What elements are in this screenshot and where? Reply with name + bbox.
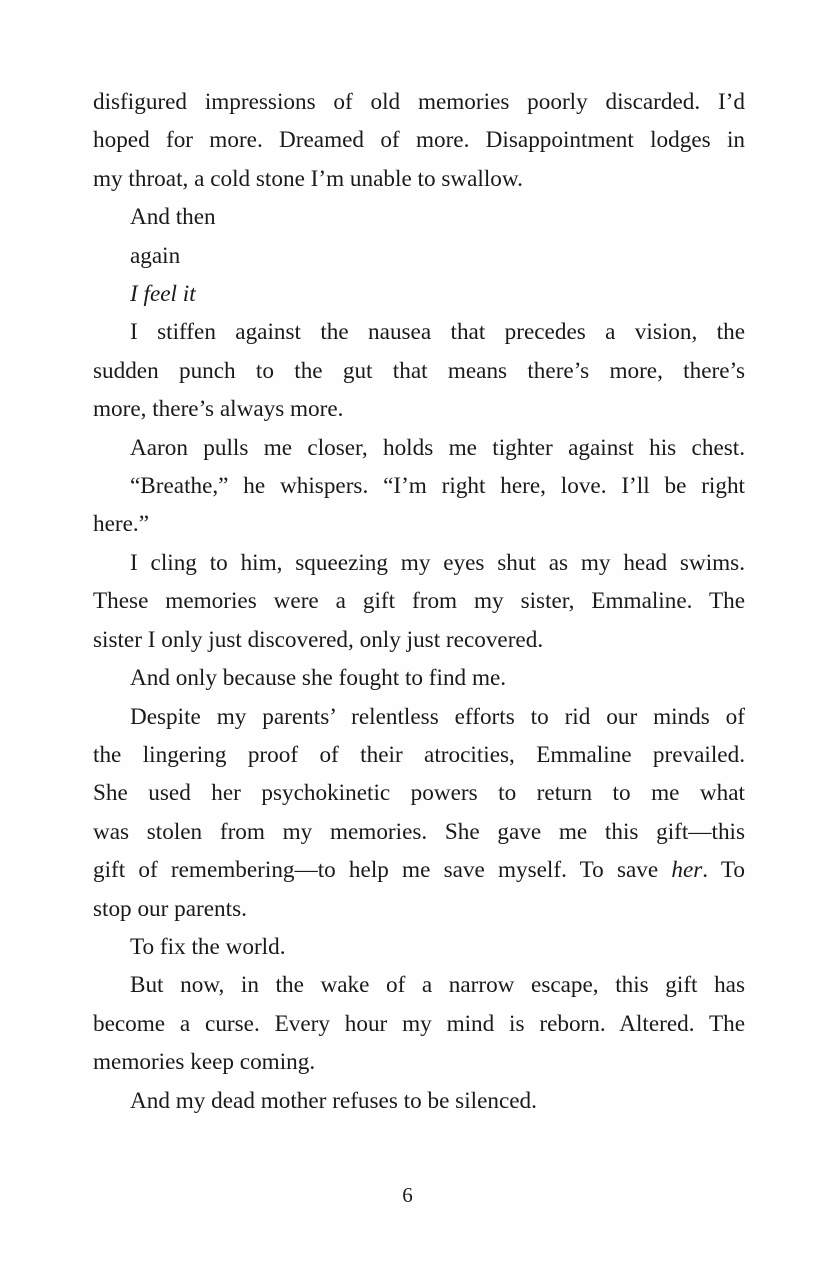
text-line: memories keep coming. <box>93 1049 316 1076</box>
text-line: become a curse. Every hour my mind is reborn. Altered. The <box>93 1010 745 1037</box>
text-line: disfigured impressions of old memories poorly discarded. I’d <box>93 89 745 115</box>
text-line: sister I only just discovered, only just recovered. <box>93 626 544 653</box>
text-line: I stiffen against the nausea that precedes a vision, the <box>130 319 745 346</box>
text-line: here.” <box>93 511 149 538</box>
text-line: was stolen from my memories. She gave me this gift—this <box>93 818 745 845</box>
text-line: These memories were a gift from my sister, Emmaline. The <box>93 588 745 615</box>
text-line: But now, in the wake of a narrow escape, this gift has <box>130 972 745 999</box>
text-run: . To <box>702 857 745 884</box>
text-line: She used her psychokinetic powers to return to me what <box>93 780 745 807</box>
text-line: And then <box>130 204 216 231</box>
text-line: stop our parents. <box>93 895 247 922</box>
text-line: more, there’s always more. <box>93 396 344 423</box>
text-line: And only because she fought to find me. <box>130 665 507 692</box>
italic-text: her <box>671 857 703 884</box>
text-run: gift of remembering—to help me save myself. To save <box>93 857 672 884</box>
text-line-mixed <box>93 851 745 889</box>
text-line: To fix the world. <box>130 933 286 960</box>
body-text <box>93 83 745 1120</box>
text-line: sudden punch to the gut that means there’s more, there’s <box>93 357 745 384</box>
text-line: And my dead mother refuses to be silenced. <box>130 1087 537 1114</box>
text-line: again <box>130 242 181 269</box>
text-line: the lingering proof of their atrocities, Emmaline prevailed. <box>93 741 745 768</box>
page-number: 6 <box>402 1183 413 1207</box>
text-line: I cling to him, squeezing my eyes shut as my head swims. <box>130 549 745 576</box>
text-line: “Breathe,” he whispers. “I’m right here, love. I’ll be right <box>130 473 745 500</box>
text-line: Aaron pulls me closer, holds me tighter against his chest. <box>130 434 745 461</box>
italic-text: I feel it <box>130 281 196 308</box>
text-line-italic <box>93 275 745 313</box>
text-line: Despite my parents’ relentless efforts to rid our minds of <box>130 703 745 730</box>
text-line: my throat, a cold stone I’m unable to swallow. <box>93 165 523 192</box>
text-line: hoped for more. Dreamed of more. Disappointment lodges in <box>93 127 745 154</box>
